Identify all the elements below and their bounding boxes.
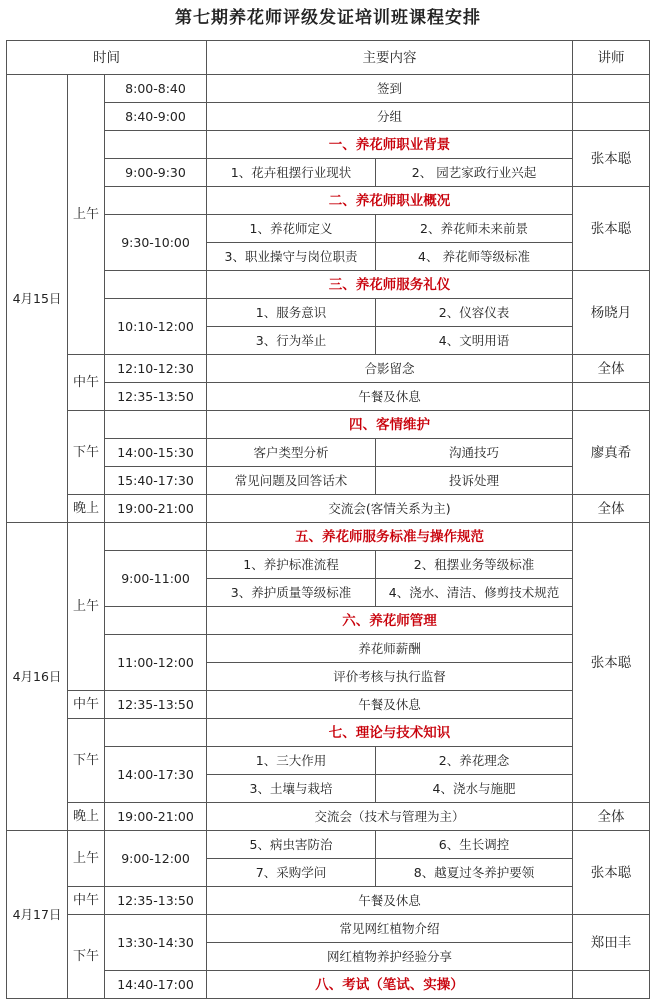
time-cell	[105, 131, 207, 159]
period-noon-day1: 中午	[68, 355, 105, 411]
period-afternoon-day1: 下午	[68, 411, 105, 495]
content-cell: 3、养护质量等级标准	[207, 579, 376, 607]
lecturer-cell	[573, 75, 650, 103]
date-day3: 4月17日	[7, 831, 68, 999]
period-evening-day2: 晚上	[68, 803, 105, 831]
content-cell: 合影留念	[207, 355, 573, 383]
lecturer-cell: 全体	[573, 495, 650, 523]
time-cell: 19:00-21:00	[105, 495, 207, 523]
content-cell: 1、三大作用	[207, 747, 376, 775]
time-cell: 14:00-17:30	[105, 747, 207, 803]
time-cell: 8:00-8:40	[105, 75, 207, 103]
section-title: 四、客情维护	[207, 411, 573, 439]
header-time: 时间	[7, 41, 207, 75]
content-cell: 6、生长调控	[376, 831, 573, 859]
content-cell: 1、花卉租摆行业现状	[207, 159, 376, 187]
content-cell: 2、养花理念	[376, 747, 573, 775]
date-day2: 4月16日	[7, 523, 68, 831]
time-cell	[105, 719, 207, 747]
page-title: 第七期养花师评级发证培训班课程安排	[175, 8, 481, 28]
content-cell: 3、土壤与栽培	[207, 775, 376, 803]
time-cell: 13:30-14:30	[105, 915, 207, 971]
content-cell: 分组	[207, 103, 573, 131]
schedule-table	[6, 40, 650, 999]
content-cell: 2、 园艺家政行业兴起	[376, 159, 573, 187]
content-cell: 评价考核与执行监督	[207, 663, 573, 691]
content-cell: 签到	[207, 75, 573, 103]
lecturer-cell: 张本聪	[573, 187, 650, 271]
lecturer-cell: 全体	[573, 803, 650, 831]
lecturer-cell	[573, 383, 650, 411]
content-cell: 1、养护标准流程	[207, 551, 376, 579]
content-cell: 养花师薪酬	[207, 635, 573, 663]
section-title: 二、养花师职业概况	[207, 187, 573, 215]
time-cell	[105, 271, 207, 299]
content-cell: 2、仪容仪表	[376, 299, 573, 327]
lecturer-cell: 全体	[573, 355, 650, 383]
lecturer-cell: 张本聪	[573, 523, 650, 803]
content-cell: 5、病虫害防治	[207, 831, 376, 859]
date-day1: 4月15日	[7, 75, 68, 523]
lecturer-cell: 廖真希	[573, 411, 650, 495]
content-cell: 1、养花师定义	[207, 215, 376, 243]
section-title: 一、养花师职业背景	[207, 131, 573, 159]
time-cell: 14:00-15:30	[105, 439, 207, 467]
section-title: 八、考试（笔试、实操）	[207, 971, 573, 999]
content-cell: 4、文明用语	[376, 327, 573, 355]
content-cell: 8、越夏过冬养护要领	[376, 859, 573, 887]
section-title: 五、养花师服务标准与操作规范	[207, 523, 573, 551]
content-cell: 3、职业操守与岗位职责	[207, 243, 376, 271]
section-title: 六、养花师管理	[207, 607, 573, 635]
header-content: 主要内容	[207, 41, 573, 75]
time-cell: 11:00-12:00	[105, 635, 207, 691]
content-cell: 4、浇水与施肥	[376, 775, 573, 803]
content-cell: 1、服务意识	[207, 299, 376, 327]
time-cell: 12:35-13:50	[105, 691, 207, 719]
content-cell: 网红植物养护经验分享	[207, 943, 573, 971]
section-title: 七、理论与技术知识	[207, 719, 573, 747]
time-cell: 9:30-10:00	[105, 215, 207, 271]
content-cell: 午餐及休息	[207, 383, 573, 411]
content-cell: 4、浇水、清洁、修剪技术规范	[376, 579, 573, 607]
content-cell: 2、养花师未来前景	[376, 215, 573, 243]
period-morning-day1: 上午	[68, 75, 105, 355]
time-cell	[105, 523, 207, 551]
content-cell: 3、行为举止	[207, 327, 376, 355]
time-cell	[105, 411, 207, 439]
time-cell: 9:00-9:30	[105, 159, 207, 187]
time-cell: 9:00-12:00	[105, 831, 207, 887]
time-cell	[105, 187, 207, 215]
time-cell: 12:35-13:50	[105, 887, 207, 915]
lecturer-cell: 杨晓月	[573, 271, 650, 355]
lecturer-cell: 郑田丰	[573, 915, 650, 971]
content-cell: 午餐及休息	[207, 691, 573, 719]
header-lecturer: 讲师	[573, 41, 650, 75]
time-cell: 12:35-13:50	[105, 383, 207, 411]
period-evening-day1: 晚上	[68, 495, 105, 523]
period-morning-day2: 上午	[68, 523, 105, 691]
period-afternoon-day2: 下午	[68, 719, 105, 803]
section-title: 三、养花师服务礼仪	[207, 271, 573, 299]
time-cell: 8:40-9:00	[105, 103, 207, 131]
period-noon-day3: 中午	[68, 887, 105, 915]
lecturer-cell: 张本聪	[573, 131, 650, 187]
content-cell: 沟通技巧	[376, 439, 573, 467]
lecturer-cell	[573, 103, 650, 131]
period-afternoon-day3: 下午	[68, 915, 105, 999]
content-cell: 2、租摆业务等级标准	[376, 551, 573, 579]
period-noon-day2: 中午	[68, 691, 105, 719]
time-cell: 14:40-17:00	[105, 971, 207, 999]
time-cell: 9:00-11:00	[105, 551, 207, 607]
time-cell: 10:10-12:00	[105, 299, 207, 355]
content-cell: 投诉处理	[376, 467, 573, 495]
time-cell: 19:00-21:00	[105, 803, 207, 831]
period-morning-day3: 上午	[68, 831, 105, 887]
time-cell	[105, 607, 207, 635]
content-cell: 4、 养花师等级标准	[376, 243, 573, 271]
content-cell: 常见问题及回答话术	[207, 467, 376, 495]
content-cell: 午餐及休息	[207, 887, 573, 915]
content-cell: 交流会(客情关系为主)	[207, 495, 573, 523]
content-cell: 常见网红植物介绍	[207, 915, 573, 943]
lecturer-cell: 张本聪	[573, 831, 650, 915]
content-cell: 客户类型分析	[207, 439, 376, 467]
lecturer-cell	[573, 971, 650, 999]
content-cell: 交流会（技术与管理为主）	[207, 803, 573, 831]
time-cell: 15:40-17:30	[105, 467, 207, 495]
time-cell: 12:10-12:30	[105, 355, 207, 383]
content-cell: 7、采购学问	[207, 859, 376, 887]
